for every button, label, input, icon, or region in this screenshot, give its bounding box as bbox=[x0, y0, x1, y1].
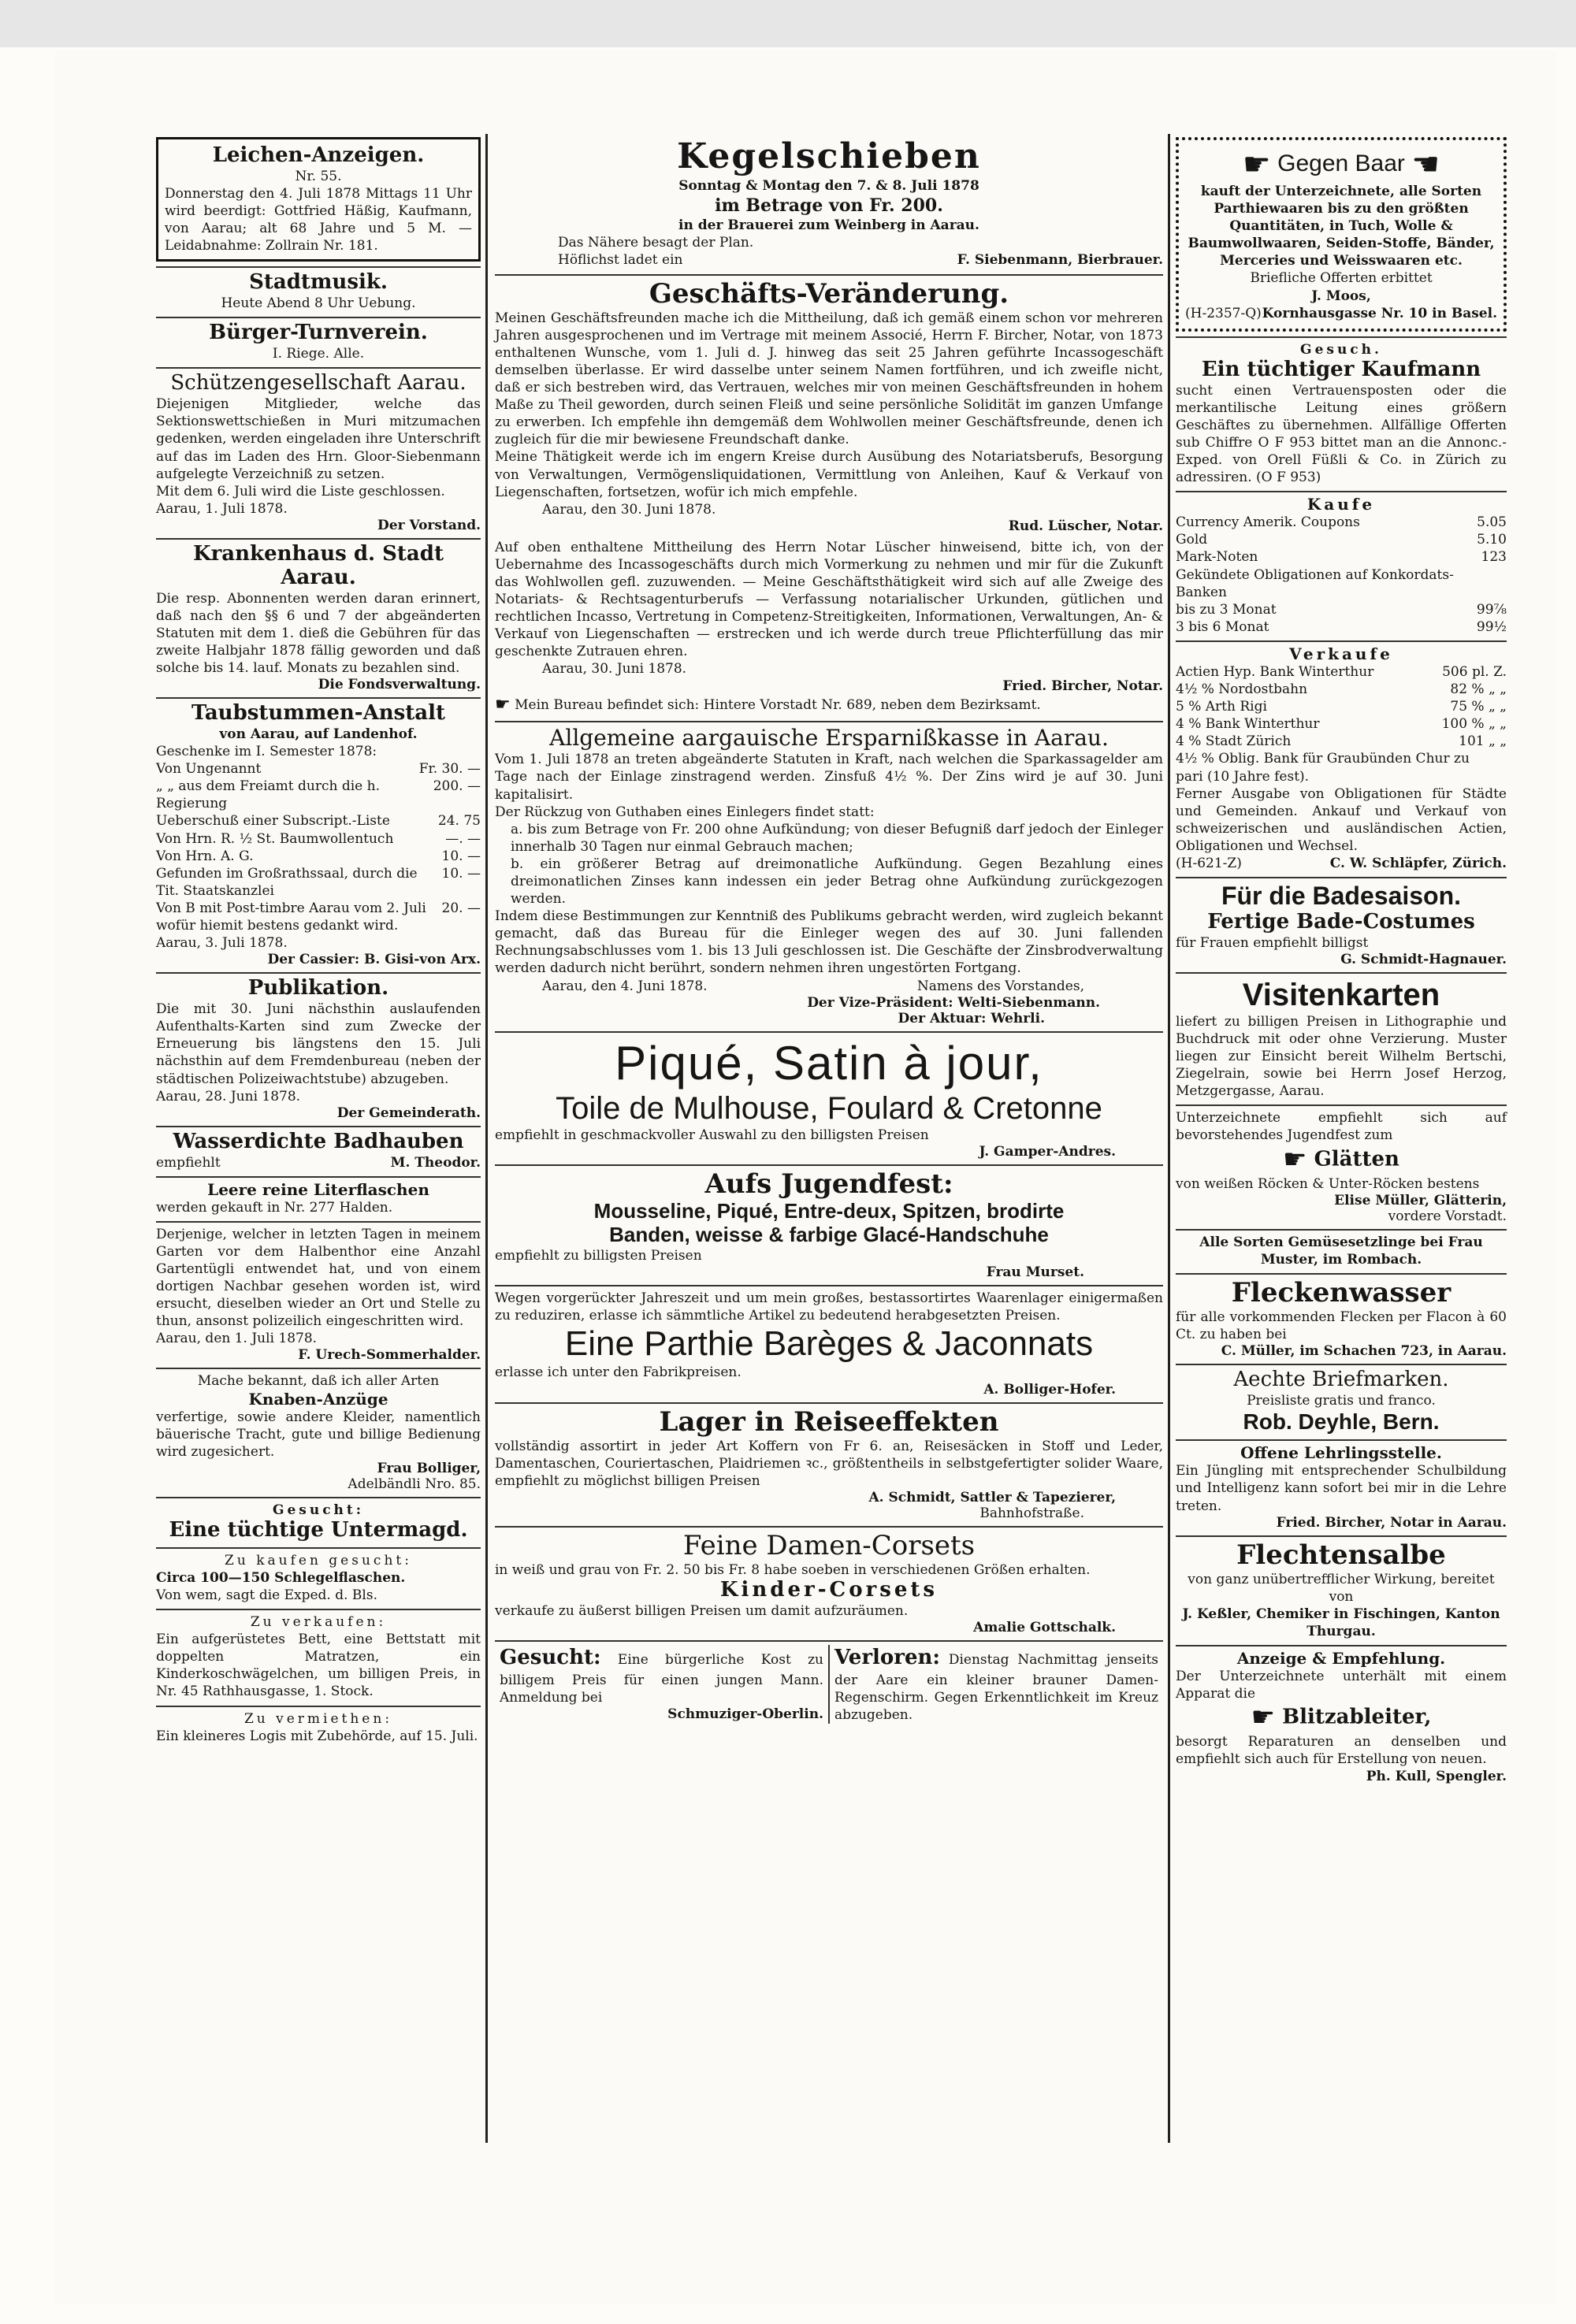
list-item-value: 101 „ „ bbox=[1459, 733, 1507, 750]
ad-knaben-anzuege bbox=[156, 1369, 481, 1498]
list-item bbox=[1176, 681, 1507, 698]
ad-reiseeffekten bbox=[495, 1404, 1163, 1528]
ad-stadtmusik bbox=[156, 268, 481, 318]
kaufe-list bbox=[1176, 514, 1507, 636]
taubstummen-signature: Der Cassier: B. Gisi-von Arx. bbox=[267, 952, 481, 968]
list-item bbox=[1176, 715, 1507, 733]
list-item-label: 4 % Bank Winterthur bbox=[1176, 716, 1320, 733]
gartentuegli-signature: F. Urech-Sommerhalder. bbox=[298, 1347, 481, 1364]
reise-address: Bahnhofstraße. bbox=[979, 1505, 1084, 1521]
list-item-label: bis zu 3 Monat bbox=[1176, 601, 1277, 618]
list-item-value: 75 % „ „ bbox=[1450, 699, 1507, 715]
kaufmann-text: sucht einen Vertrauensposten oder die merkantilische Leitung eines größern Geschäftes zu übernehmen. Allfällige Offerten sub Chiffre O F 953 bittet man an die Annonc.-Exped. von Orell Füßli & Co. in Zürich zu adressiren. (O F 953) bbox=[1176, 382, 1507, 486]
krankenhaus-title: Krankenhaus d. Stadt Aarau. bbox=[193, 541, 444, 589]
baar-signature: J. Moos, bbox=[1311, 288, 1371, 304]
bade-text: für Frauen empfiehlt billigst bbox=[1176, 934, 1369, 951]
list-item-value: Fr. 30. — bbox=[418, 761, 481, 778]
list-item bbox=[1176, 698, 1507, 715]
blitz-title: Anzeige & Empfehlung. bbox=[1236, 1649, 1446, 1669]
kegel-line2: im Betrage von Fr. 200. bbox=[715, 195, 943, 216]
ad-gartentuegli bbox=[156, 1223, 481, 1370]
ad-jugendfest bbox=[495, 1166, 1163, 1286]
flechten-signature: J. Keßler, Chemiker in Fischingen, Kanton Thurgau. bbox=[1182, 1606, 1500, 1639]
verloren-text: Dienstag Nachmittag jenseits der Aare ein kleiner brauner Damen-Regenschirm. Gegen Erkenntlichkeit im Kreuz abzugeben. bbox=[834, 1652, 1158, 1724]
blitz-signature: Ph. Kull, Spengler. bbox=[1366, 1768, 1507, 1784]
list-item-label: Mark-Noten bbox=[1176, 549, 1258, 566]
ad-schuetzengesellschaft bbox=[156, 369, 481, 540]
ad-krankenhaus bbox=[156, 540, 481, 699]
schuetzen-text2: Mit dem 6. Juli wird die Liste geschlossen. bbox=[156, 483, 445, 499]
glaetten-text: Unterzeichnete empfiehlt sich auf bevorstehendes Jugendfest zum bbox=[1176, 1110, 1507, 1144]
corsets-title: Feine Damen-Corsets bbox=[682, 1529, 976, 1561]
list-item bbox=[1176, 548, 1507, 566]
ad-verkaufe bbox=[1176, 642, 1507, 878]
visiten-text: liefert zu billigen Preisen in Lithographie und Buchdruck mit oder ohne Verzierung. Muster liegen zur Einsicht bereit Wilhelm Bertschi, Ziegelrain, sowie bei Herrn Josef Herzog, Metzgergasse, Aarau. bbox=[1176, 1013, 1507, 1100]
list-item bbox=[1176, 750, 1507, 785]
column-center bbox=[495, 134, 1163, 1728]
verkaufe-signature: C. W. Schläpfer, Zürich. bbox=[1329, 855, 1507, 871]
veraenderung-signature: Rud. Lüscher, Notar. bbox=[1008, 518, 1163, 534]
corsets-text: in weiß und grau von Fr. 2. 50 bis Fr. 8 habe soeben in verschiedenen Größen erhalten. bbox=[495, 1562, 1091, 1579]
taubstummen-title: Taubstummen-Anstalt bbox=[191, 701, 446, 726]
ad-flechtensalbe bbox=[1176, 1537, 1507, 1646]
ad-verloren bbox=[830, 1645, 1163, 1724]
list-item-label: Gekündete Obligationen auf Konkordats-Banken bbox=[1176, 566, 1454, 600]
flechten-text: von ganz unübertrefflicher Wirkung, bereitet von bbox=[1188, 1571, 1495, 1605]
knaben-text: verfertige, sowie andere Kleider, namentlich bäuerische Tracht, gute und billige Bedienung wird zugesichert. bbox=[156, 1409, 481, 1460]
brief-title: Aechte Briefmarken. bbox=[1233, 1368, 1449, 1392]
blitz-title2: Blitzableiter, bbox=[1282, 1705, 1432, 1729]
ad-turnverein bbox=[156, 318, 481, 369]
list-item-label: 4½ % Nordostbahn bbox=[1176, 681, 1308, 698]
list-item bbox=[1176, 566, 1507, 601]
badhauben-title: Wasserdichte Badhauben bbox=[173, 1129, 464, 1153]
literflaschen-title: Leere reine Literflaschen bbox=[207, 1179, 429, 1199]
kegel-line3: in der Brauerei zum Weinberg in Aarau. bbox=[678, 217, 979, 234]
knaben-address: Adelbändli Nro. 85. bbox=[348, 1476, 481, 1492]
veraenderung-date2: Aarau, 30. Juni 1878. bbox=[542, 661, 687, 678]
veraenderung-text3: Auf oben enthaltene Mittheilung des Herrn Notar Lüscher hinweisend, bitte ich, von der Uebernahme des Incassogeschäfts durch mich Vormerkung zu nehmen und mir für die Zukunft das Wohlwollen gefl. zuzuwenden. — Meine Geschäftsthätigkeit wird sich auf alle Zweige des Notariats- & Rechtsagenturberufs — Verfassung notarialischer Urkunden, gütlichen und rechtlichen Incasso, Vertretung in Competenz-Streitigkeiten, Informationen, Verwaltungen, An- & Verkauf von Liegenschaften — erstrecken und ich werde durch treue Pflichterfüllung das mir geschenkte Zutrauen ehren. bbox=[495, 539, 1163, 660]
publikation-title: Publikation. bbox=[247, 976, 389, 1001]
ad-gegen-baar bbox=[1176, 134, 1507, 338]
stadtmusik-text: Heute Abend 8 Uhr Uebung. bbox=[221, 295, 416, 312]
brief-text: Preisliste gratis und franco. bbox=[1247, 1393, 1436, 1409]
list-item bbox=[156, 900, 481, 917]
corsets-title2: Kinder-Corsets bbox=[719, 1578, 939, 1602]
pique-subtitle: Toile de Mulhouse, Foulard & Cretonne bbox=[556, 1090, 1102, 1126]
ad-corsets bbox=[495, 1528, 1163, 1642]
schuetzen-title: Schützengesellschaft Aarau. bbox=[170, 371, 466, 395]
ad-lehrlingsstelle bbox=[1176, 1441, 1507, 1536]
leichen-nr: Nr. 55. bbox=[295, 168, 342, 184]
flecken-text: für alle vorkommenden Flecken per Flacon à 60 Ct. zu haben bei bbox=[1176, 1309, 1507, 1343]
pointing-hand-blitz-icon: ☛ bbox=[1251, 1702, 1276, 1734]
ersparnis-sig2: Der Vize-Präsident: Welti-Siebenmann. bbox=[807, 994, 1100, 1011]
list-item bbox=[1176, 663, 1507, 681]
lehrling-signature: Fried. Bircher, Notar in Aarau. bbox=[1276, 1514, 1507, 1531]
leichen-text: Donnerstag den 4. Juli 1878 Mittags 11 Uhr wird beerdigt: Gottfried Häßig, Kaufmann, von Aarau; alt 68 Jahre und 5 M. — Leidabnahme: Zollrain Nr. 181. bbox=[165, 185, 472, 254]
list-item-value: 99⅞ bbox=[1476, 601, 1507, 618]
glaetten-text2: von weißen Röcken & Unter-Röcken bestens bbox=[1176, 1175, 1480, 1192]
ad-bareges bbox=[495, 1286, 1163, 1404]
jugendfest-line2: Banden, weisse & farbige Glacé-Handschuhe bbox=[609, 1222, 1049, 1246]
kaufmann-pre: Gesuch. bbox=[1300, 341, 1382, 358]
list-item-value: 100 % „ „ bbox=[1441, 716, 1507, 733]
pique-signature: J. Gamper-Andres. bbox=[979, 1143, 1116, 1160]
ad-verkaufen bbox=[156, 1610, 481, 1706]
knaben-signature: Frau Bolliger, bbox=[377, 1460, 481, 1476]
ad-vermiethen bbox=[156, 1707, 481, 1750]
list-item-label: Von Hrn. R. ½ St. Baumwollentuch bbox=[156, 830, 394, 847]
schuetzen-date: Aarau, 1. Juli 1878. bbox=[156, 500, 288, 517]
ad-untermagd bbox=[156, 1498, 481, 1549]
kegel-line5: Höflichst ladet ein bbox=[558, 252, 683, 269]
list-item bbox=[1176, 618, 1507, 636]
ad-leichen-anzeigen bbox=[156, 134, 481, 268]
ersparnis-text3: Indem diese Bestimmungen zur Kenntniß des Publikums gebracht werden, wird zugleich bekannt gemacht, daß das Bureau für die Einleger wegen des auf 30. Juni fallenden Rechnungsabschlusses vom 1. bis 13 Juli geschlossen ist. Die Geschäfte der Zinsbrodverwaltung werden dadurch nicht berührt, sondern nehmen ihren ungestörten Fortgang. bbox=[495, 908, 1163, 977]
kegel-line4: Das Nähere besagt der Plan. bbox=[558, 235, 754, 251]
glaetten-signature: Elise Müller, Glätterin, bbox=[1334, 1192, 1507, 1208]
veraenderung-bureau: Mein Bureau befindet sich: Hintere Vorstadt Nr. 689, neben dem Bezirksamt. bbox=[515, 696, 1041, 713]
ersparnis-sig3: Der Aktuar: Wehrli. bbox=[898, 1010, 1045, 1026]
column-rule-left bbox=[485, 134, 488, 2143]
ad-schlegelflaschen bbox=[156, 1549, 481, 1610]
blitz-text: Der Unterzeichnete unterhält mit einem Apparat die bbox=[1176, 1669, 1507, 1702]
list-item-value: 20. — bbox=[441, 900, 481, 916]
list-item-value: —. — bbox=[445, 830, 481, 847]
list-item-value: 82 % „ „ bbox=[1450, 681, 1507, 698]
ersparnis-text2: Der Rückzug von Guthaben eines Einlegers findet statt: bbox=[495, 804, 875, 820]
list-item-label: Von Ungenannt bbox=[156, 761, 262, 778]
ad-gesucht-kost bbox=[495, 1645, 830, 1724]
ad-blitzableiter bbox=[1176, 1646, 1507, 1788]
jugendfest-signature: Frau Murset. bbox=[986, 1264, 1084, 1280]
list-item-value bbox=[1500, 750, 1507, 785]
list-item-label: Ueberschuß einer Subscript.-Liste bbox=[156, 813, 390, 830]
list-item-label: 4 % Stadt Zürich bbox=[1176, 733, 1292, 750]
veraenderung-text: Meinen Geschäftsfreunden mache ich die Mittheilung, daß ich gemäß einem schon vor mehreren Jahren ausgesprochenen und im Vertrage mit meinem Associé, Herrn F. Bircher, Notar, von 1873 enthaltenen Wunsche, vom 1. Juli d. J. hinweg das seit 25 Jahren geführte Incassogeschäft demselben überlasse. Er wird dasselbe unter seinem Namen fortführen, und ich zweifle nicht, daß er sich bestreben wird, das Vertrauen, welches mir von meinen Geschäftsfreunden in hohem Maße zu Theil geworden, durch seinen Fleiß und seine persönliche Solidität im ganzen Umfange zu erwerben. Ich empfehle ihn demgemäß dem Wohlwollen meiner Geschäftsfreunde, denen ich zugleich für die mir bewiesene Freundschaft danke. bbox=[495, 310, 1163, 448]
list-item-label: Von B mit Post-timbre Aarau vom 2. Juli bbox=[156, 900, 426, 916]
kegel-signature: F. Siebenmann, Bierbrauer. bbox=[957, 252, 1163, 269]
gesucht-signature: Schmuziger-Oberlin. bbox=[667, 1706, 823, 1723]
ad-badhauben bbox=[156, 1127, 481, 1178]
ersparnis-text: Vom 1. Juli 1878 an treten abgeänderte Statuten in Kraft, nach welchen die Sparkassagelder am Tage nach der Einlage zinstragend werden. Zinsfuß 4½ %. Der Zins wird je auf 30. Juni kapitalisirt. bbox=[495, 752, 1163, 803]
ad-geschaefts-veraenderung bbox=[495, 276, 1163, 723]
gartentuegli-text: Derjenige, welcher in letzten Tagen in meinem Garten vor dem Halbenthor eine Anzahl Gartentügli entwendet hat, und von einem dortigen Nachbar gesehen worden ist, wird ersucht, dieselben wieder an Ort und Stelle zu thun, ansonst polizeilich eingeschritten wird. bbox=[156, 1226, 481, 1330]
pique-text: empfiehlt in geschmackvoller Auswahl zu den billigsten Preisen bbox=[495, 1127, 929, 1143]
list-item bbox=[1176, 514, 1507, 531]
corsets-signature: Amalie Gottschalk. bbox=[973, 1620, 1116, 1636]
literflaschen-text: werden gekauft in Nr. 277 Halden. bbox=[156, 1199, 393, 1216]
taubstummen-date: Aarau, 3. Juli 1878. bbox=[156, 935, 288, 952]
taubstummen-list bbox=[156, 760, 481, 917]
publikation-date: Aarau, 28. Juni 1878. bbox=[156, 1088, 301, 1104]
verkaufe-title: Verkaufe bbox=[1289, 644, 1393, 663]
schlegel-pre: Zu kaufen gesucht: bbox=[225, 1552, 412, 1569]
bade-signature: G. Schmidt-Hagnauer. bbox=[1340, 951, 1507, 967]
pique-title: Piqué, Satin à jour, bbox=[615, 1036, 1043, 1090]
list-item-label: Gefunden im Großrathssaal, durch die Tit. Staatskanzlei bbox=[156, 865, 418, 899]
list-item-value: 5.10 bbox=[1477, 532, 1507, 548]
untermagd-pre: Gesucht: bbox=[272, 1502, 365, 1518]
bade-pre: Für die Badesaison. bbox=[1221, 882, 1462, 911]
baar-code: (H-2357-Q) bbox=[1185, 305, 1262, 321]
bareges-text: Wegen vorgerückter Jahreszeit und um mein großes, bestassortirtes Waarenlager einigermaßen zu reduziren, erlasse ich sämmtliche Artikel zu bedeutend herabgesetzten Preisen. bbox=[495, 1290, 1163, 1323]
list-item bbox=[156, 830, 481, 848]
publikation-text: Die mit 30. Juni nächsthin auslaufenden Aufenthalts-Karten sind zum Zwecke der Erneuerung bis längstens den 15. Juli nächsthin auf dem Fremdenbureau (neben der städtischen Polizeiwachtstube) abzugeben. bbox=[156, 1001, 481, 1087]
knaben-pre: Mache bekannt, daß ich aller Arten bbox=[197, 1373, 440, 1390]
bade-title: Fertige Bade-Costumes bbox=[1207, 909, 1475, 934]
schuetzen-signature: Der Vorstand. bbox=[377, 517, 481, 533]
list-item bbox=[156, 865, 481, 900]
list-item bbox=[156, 812, 481, 830]
pointing-hand-glaetten-icon: ☛ bbox=[1283, 1143, 1307, 1175]
jugendfest-line1: Mousseline, Piqué, Entre-deux, Spitzen, brodirte bbox=[593, 1198, 1065, 1223]
list-item-value bbox=[1500, 566, 1507, 601]
publikation-signature: Der Gemeinderath. bbox=[336, 1104, 481, 1121]
list-item-label: Currency Amerik. Coupons bbox=[1176, 514, 1360, 531]
list-item-label: 3 bis 6 Monat bbox=[1176, 618, 1269, 635]
ersparnis-sig1: Namens des Vorstandes, bbox=[916, 978, 1084, 994]
veraenderung-title: Geschäfts-Veränderung. bbox=[649, 277, 1009, 310]
corsets-text2: verkaufe zu äußerst billigen Preisen um damit aufzuräumen. bbox=[495, 1603, 909, 1620]
reise-text: vollständig assortirt in jeder Art Koffern von Fr 6. an, Reisesäcken in Stoff und Leder, Damentaschen, Couriertaschen, Plaidriemen ꝛc., größtentheils in selbstgefertigter solider Waare, empfiehlt zu möglichst billigen Preisen bbox=[495, 1438, 1163, 1489]
ad-kaufe bbox=[1176, 492, 1507, 642]
jugendfest-text: empfiehlt zu billigsten Preisen bbox=[495, 1247, 702, 1264]
ad-visitenkarten bbox=[1176, 974, 1507, 1106]
flechten-title: Flechtensalbe bbox=[1236, 1539, 1446, 1571]
list-item-value: 99½ bbox=[1476, 618, 1507, 635]
gesucht-title: Gesucht: bbox=[500, 1646, 601, 1670]
list-item bbox=[156, 848, 481, 865]
leichen-title: Leichen-Anzeigen. bbox=[212, 143, 425, 167]
column-left bbox=[156, 134, 481, 1750]
ad-briefmarken bbox=[1176, 1365, 1507, 1441]
verkaufe-code: (H-621-Z) bbox=[1176, 855, 1242, 871]
lehrling-title: Offene Lehrlingsstelle. bbox=[1240, 1443, 1442, 1463]
glaetten-address: vordere Vorstadt. bbox=[1388, 1208, 1507, 1224]
scan-border-top bbox=[0, 0, 1576, 47]
flecken-title: Fleckenwasser bbox=[1231, 1276, 1451, 1309]
list-item bbox=[1176, 601, 1507, 618]
taubstummen-subtitle: von Aarau, auf Landenhof. bbox=[219, 726, 418, 743]
verloren-title: Verloren: bbox=[834, 1646, 940, 1670]
ersparnis-b: b. ein größerer Betrag auf dreimonatliche Aufkündung. Gegen Bezahlung eines dreimonatlichen Zinses kann indessen ein jeder Betrag ohne Aufkündung zurückgezogen werden. bbox=[511, 856, 1163, 908]
krankenhaus-text: Die resp. Abonnenten werden daran erinnert, daß nach den §§ 6 und 7 der abgeänderten Statuten mit dem 1. dieß die Gebühren für das zweite Halbjahr 1878 fällig geworden und daß solche bis 14. lauf. Monats zu bezahlen sind. bbox=[156, 590, 481, 677]
reise-title: Lager in Reiseeffekten bbox=[659, 1405, 999, 1438]
baar-text: kauft der Unterzeichnete, alle Sorten Parthiewaaren bis zu den größten Quantitäten, in Tuch, Wolle & Baumwollwaaren, Seiden-Stoffe, Bänder, Merceries und Weisswaaren etc. bbox=[1188, 184, 1495, 269]
gesucht-text: Eine bürgerliche Kost zu billigem Preis für einen jungen Mann. Anmeldung bei bbox=[500, 1652, 823, 1706]
ad-bade-costumes bbox=[1176, 878, 1507, 974]
ad-ersparniskasse bbox=[495, 722, 1163, 1033]
brief-signature: Rob. Deyhle, Bern. bbox=[1243, 1409, 1440, 1435]
schlegel-title: Circa 100—150 Schlegelflaschen. bbox=[156, 1569, 406, 1586]
list-item-label: Gold bbox=[1176, 532, 1208, 548]
badhauben-left: empfiehlt bbox=[156, 1154, 221, 1171]
taubstummen-intro: Geschenke im I. Semester 1878: bbox=[156, 744, 377, 760]
list-item-value: 10. — bbox=[441, 865, 481, 882]
taubstummen-thanks: wofür hiemit bestens gedankt wird. bbox=[156, 918, 399, 934]
lehrling-text: Ein Jüngling mit entsprechender Schulbildung und Intelligenz kann sofort bei mir in die Lehre treten. bbox=[1176, 1463, 1507, 1514]
baar-address: Kornhausgasse Nr. 10 in Basel. bbox=[1262, 305, 1497, 321]
list-item-label: Von Hrn. A. G. bbox=[156, 848, 254, 864]
list-item-label: „ „ aus dem Freiamt durch die h. Regierung bbox=[156, 778, 380, 812]
list-item-value: 5.05 bbox=[1477, 514, 1507, 531]
ad-kegelschieben bbox=[495, 134, 1163, 276]
vermiethen-pre: Zu vermiethen: bbox=[243, 1710, 393, 1727]
turnverein-title: Bürger-Turnverein. bbox=[209, 321, 428, 345]
ad-pique-satin bbox=[495, 1033, 1163, 1166]
list-item-value: 123 bbox=[1481, 549, 1507, 566]
baar-chain-border bbox=[1176, 137, 1507, 332]
list-item bbox=[1176, 531, 1507, 548]
stadtmusik-title: Stadtmusik. bbox=[249, 270, 388, 295]
bareges-title: Eine Parthie Barèges & Jaconnats bbox=[564, 1323, 1094, 1363]
gartentuegli-date: Aarau, den 1. Juli 1878. bbox=[156, 1331, 318, 1347]
untermagd-title: Eine tüchtige Untermagd. bbox=[169, 1517, 468, 1542]
badhauben-signature: M. Theodor. bbox=[390, 1154, 481, 1171]
list-item-value: 24. 75 bbox=[437, 813, 481, 830]
list-item-value: 506 pl. Z. bbox=[1442, 663, 1507, 680]
pointing-hand-right-icon: ☛ bbox=[1242, 147, 1271, 183]
list-item-label: 5 % Arth Rigi bbox=[1176, 699, 1267, 715]
ersparnis-a: a. bis zum Betrage von Fr. 200 ohne Aufkündung; von dieser Befugniß darf jedoch der Einleger innerhalb 30 Tagen nur einmal Gebrauch machen; bbox=[511, 821, 1163, 855]
ersparnis-date: Aarau, den 4. Juni 1878. bbox=[542, 978, 708, 994]
bareges-signature: A. Bolliger-Hofer. bbox=[983, 1381, 1116, 1398]
list-item-value: 10. — bbox=[441, 848, 481, 864]
schuetzen-text: Diejenigen Mitglieder, welche das Sektionswettschießen in Muri mitzumachen gedenken, werden eingeladen ihre Unterschrift auf das im Laden des Hrn. Gloor-Siebenmann aufgelegte Verzeichniß zu setzen. bbox=[156, 396, 481, 482]
list-item-label: Actien Hyp. Bank Winterthur bbox=[1176, 663, 1374, 680]
verkaufen-text: Ein aufgerüstetes Bett, eine Bettstatt mit doppelten Matratzen, ein Kinderkoschwägelchen, um billigen Preis, in Nr. 45 Rathhausgasse, 1. Stock. bbox=[156, 1632, 481, 1700]
ad-fleckenwasser bbox=[1176, 1275, 1507, 1365]
kegel-line1: Sonntag & Montag den 7. & 8. Juli 1878 bbox=[678, 177, 979, 194]
schlegel-text: Von wem, sagt die Exped. d. Bls. bbox=[156, 1587, 377, 1603]
jugendfest-title: Aufs Jugendfest: bbox=[704, 1168, 953, 1200]
ad-literflaschen bbox=[156, 1178, 481, 1223]
ad-kaufmann bbox=[1176, 338, 1507, 493]
column-rule-right bbox=[1168, 134, 1170, 2143]
kaufe-title: Kaufe bbox=[1307, 495, 1376, 514]
blitz-text2: besorgt Reparaturen an denselben und empfiehlt sich auch für Erstellung von neuen. bbox=[1176, 1734, 1507, 1768]
turnverein-text: I. Riege. Alle. bbox=[272, 346, 365, 362]
veraenderung-date: Aarau, den 30. Juni 1878. bbox=[542, 501, 716, 518]
veraenderung-signature2: Fried. Bircher, Notar. bbox=[1002, 678, 1163, 694]
glaetten-title: Glätten bbox=[1314, 1147, 1399, 1171]
leichen-box bbox=[156, 137, 481, 262]
vermiethen-text: Ein kleineres Logis mit Zubehörde, auf 15. Juli. bbox=[156, 1728, 478, 1744]
ad-glaetten bbox=[1176, 1106, 1507, 1230]
krankenhaus-signature: Die Fondsverwaltung. bbox=[318, 677, 481, 693]
list-item-value: 200. — bbox=[433, 778, 481, 795]
veraenderung-text2: Meine Thätigkeit werde ich im engern Kreise durch Ausübung des Notariatsberufs, Besorgung von Verwaltungen, Vermögensliquidationen, Vermittlung von Anleihen, Kauf & Verkauf von Liegenschaften, fortsetzen, wofür ich mich empfehle. bbox=[495, 449, 1163, 500]
knaben-title: Knaben-Anzüge bbox=[248, 1389, 388, 1409]
flecken-signature: C. Müller, im Schachen 723, in Aarau. bbox=[1221, 1343, 1507, 1360]
column-right bbox=[1176, 134, 1507, 1789]
list-item bbox=[156, 778, 481, 812]
ad-publikation bbox=[156, 974, 481, 1127]
kaufmann-title: Ein tüchtiger Kaufmann bbox=[1201, 357, 1481, 381]
pointing-hand-icon: ☛ bbox=[495, 694, 511, 715]
kegel-title: Kegelschieben bbox=[677, 136, 981, 176]
ad-gemuesesetzlinge bbox=[1176, 1231, 1507, 1275]
bareges-text2: erlasse ich unter den Fabrikpreisen. bbox=[495, 1364, 742, 1381]
verkaufe-text: Ferner Ausgabe von Obligationen für Städte und Gemeinden. Ankauf und Verkauf von schweizerischen und ausländischen Actien, Obligationen und Wechsel. bbox=[1176, 785, 1507, 854]
baar-title: Gegen Baar bbox=[1277, 150, 1405, 176]
ersparnis-title: Allgemeine aargauische Ersparnißkasse in Aarau. bbox=[549, 725, 1109, 752]
verkaufe-list bbox=[1176, 663, 1507, 785]
list-item bbox=[156, 760, 481, 778]
pointing-hand-left-icon: ☚ bbox=[1411, 147, 1440, 183]
baar-text2: Briefliche Offerten erbittet bbox=[1250, 270, 1433, 287]
list-item bbox=[1176, 733, 1507, 750]
verkaufen-pre: Zu verkaufen: bbox=[250, 1614, 387, 1631]
ad-taubstummen bbox=[156, 699, 481, 974]
visiten-title: Visitenkarten bbox=[1242, 977, 1440, 1012]
setzlinge-text: Alle Sorten Gemüsesetzlinge bei Frau Muster, im Rombach. bbox=[1199, 1234, 1483, 1268]
reise-signature: A. Schmidt, Sattler & Tapezierer, bbox=[868, 1489, 1116, 1505]
ad-row-gesucht-verloren bbox=[495, 1642, 1163, 1728]
list-item-label: 4½ % Oblig. Bank für Graubünden Chur zu pari (10 Jahre fest). bbox=[1176, 751, 1470, 785]
